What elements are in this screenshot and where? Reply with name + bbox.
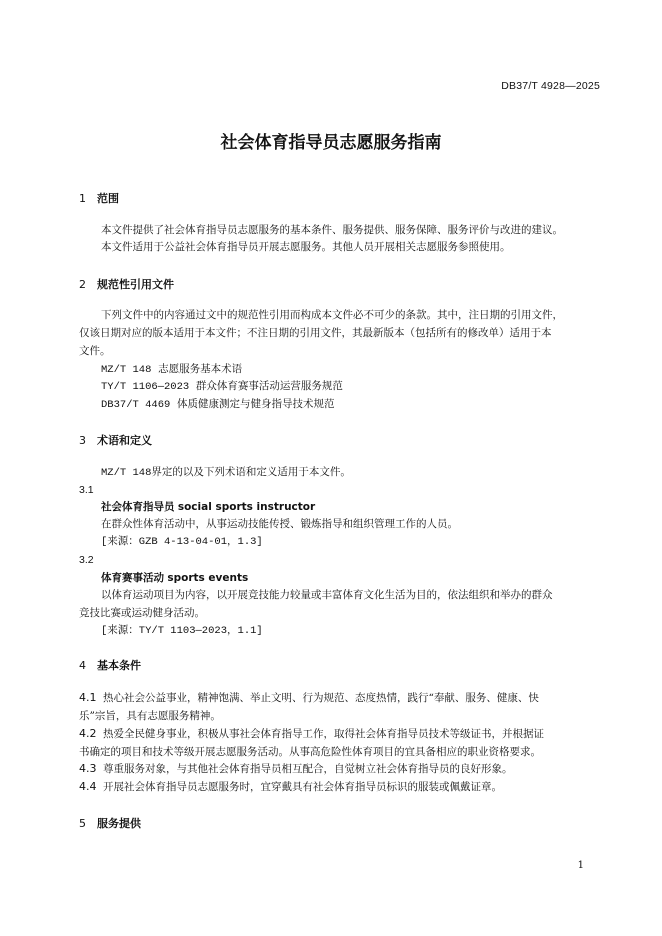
section-5-heading (79, 815, 141, 831)
term-chinese: 体育赛事活动 (101, 572, 164, 584)
clause-number: 4.4 (79, 780, 97, 793)
term-heading (101, 500, 315, 514)
section-number: 3 (79, 434, 86, 447)
clause-4-2 (79, 727, 544, 741)
term-source: [来源：TY/T 1103—2023，1.1] (101, 625, 263, 637)
document-title: 社会体育指导员志愿服务指南 (220, 133, 442, 153)
reference-title: 志愿服务基本术语 (158, 363, 243, 375)
clause-text: 热爱全民健身事业，积极从事社会体育指导工作，取得社会体育指导员技术等级证书，并根据证 (103, 728, 544, 740)
term-definition: 竞技比赛或运动健身活动。 (79, 607, 205, 619)
section-3-heading (79, 432, 152, 448)
term-english: social sports instructor (177, 501, 316, 513)
term-source: [来源：GZB 4-13-04-01，1.3] (101, 536, 263, 548)
term-english: sports events (167, 572, 249, 584)
terms-intro (101, 465, 351, 480)
clause-text: 热心社会公益事业，精神饱满、举止文明、行为规范、态度热情，践行“奉献、服务、健康、快 (103, 692, 539, 704)
section-4-heading (79, 657, 141, 673)
clause-text: 尊重服务对象，与其他社会体育指导员相互配合，自觉树立社会体育指导员的良好形象。 (103, 763, 513, 775)
scope-paragraph: 本文件提供了社会体育指导员志愿服务的基本条件、服务提供、服务保障、服务评价与改进的建议。 (101, 224, 563, 236)
page-number: 1 (577, 860, 584, 871)
term-number: 3.2 (79, 554, 94, 566)
reference-code: MZ/T 148 (101, 364, 152, 376)
section-number: 2 (79, 278, 86, 291)
reference-code: TY/T 1106—2023 (101, 381, 190, 393)
section-1-heading (79, 190, 119, 206)
clause-number: 4.2 (79, 727, 97, 740)
references-intro-line: 仅该日期对应的版本适用于本文件；不注日期的引用文件，其最新版本（包括所有的修改单）适用于本 (79, 327, 552, 339)
scope-paragraph: 本文件适用于公益社会体育指导员开展志愿服务。其他人员开展相关志愿服务参照使用。 (101, 241, 511, 253)
term-definition: 以体育运动项目为内容，以开展竞技能力较量或丰富体育文化生活为目的，依法组织和举办的群众 (101, 589, 553, 601)
references-intro-line: 文件。 (79, 345, 111, 357)
section-title: 服务提供 (97, 817, 141, 830)
reference-item (101, 379, 343, 394)
section-title: 基本条件 (97, 659, 141, 672)
section-title: 规范性引用文件 (97, 278, 174, 291)
section-number: 1 (79, 192, 86, 205)
reference-code: DB37/T 4469 (101, 399, 171, 411)
term-number: 3.1 (79, 484, 94, 496)
terms-intro-code: MZ/T 148 (101, 467, 152, 479)
clause-text: 书确定的项目和技术等级开展志愿服务活动。从事高危险性体育项目的宜具备相应的职业资格要求。 (79, 746, 541, 758)
term-heading (101, 571, 248, 585)
terms-intro-text: 界定的以及下列术语和定义适用于本文件。 (151, 466, 351, 478)
document-code: DB37/T 4928—2025 (501, 80, 600, 92)
reference-item (101, 362, 242, 377)
clause-4-1 (79, 691, 539, 705)
section-number: 4 (79, 659, 86, 672)
reference-item (101, 397, 335, 412)
clause-text: 开展社会体育指导员志愿服务时，宜穿戴具有社会体育指导员标识的服装或佩戴证章。 (103, 781, 502, 793)
reference-title: 群众体育赛事活动运营服务规范 (195, 380, 343, 392)
section-number: 5 (79, 817, 86, 830)
clause-text: 乐”宗旨，具有志愿服务精神。 (79, 710, 221, 722)
reference-title: 体质健康测定与健身指导技术规范 (177, 398, 335, 410)
clause-number: 4.1 (79, 691, 97, 704)
section-title: 范围 (97, 192, 119, 205)
term-definition: 在群众性体育活动中，从事运动技能传授、锻炼指导和组织管理工作的人员。 (101, 518, 458, 530)
clause-4-3 (79, 762, 513, 776)
clause-number: 4.3 (79, 762, 97, 775)
section-title: 术语和定义 (97, 434, 152, 447)
section-2-heading (79, 276, 174, 292)
references-intro-line: 下列文件中的内容通过文中的规范性引用而构成本文件必不可少的条款。其中，注日期的引用文件， (101, 309, 563, 321)
clause-4-4 (79, 780, 502, 794)
term-chinese: 社会体育指导员 (101, 501, 175, 513)
